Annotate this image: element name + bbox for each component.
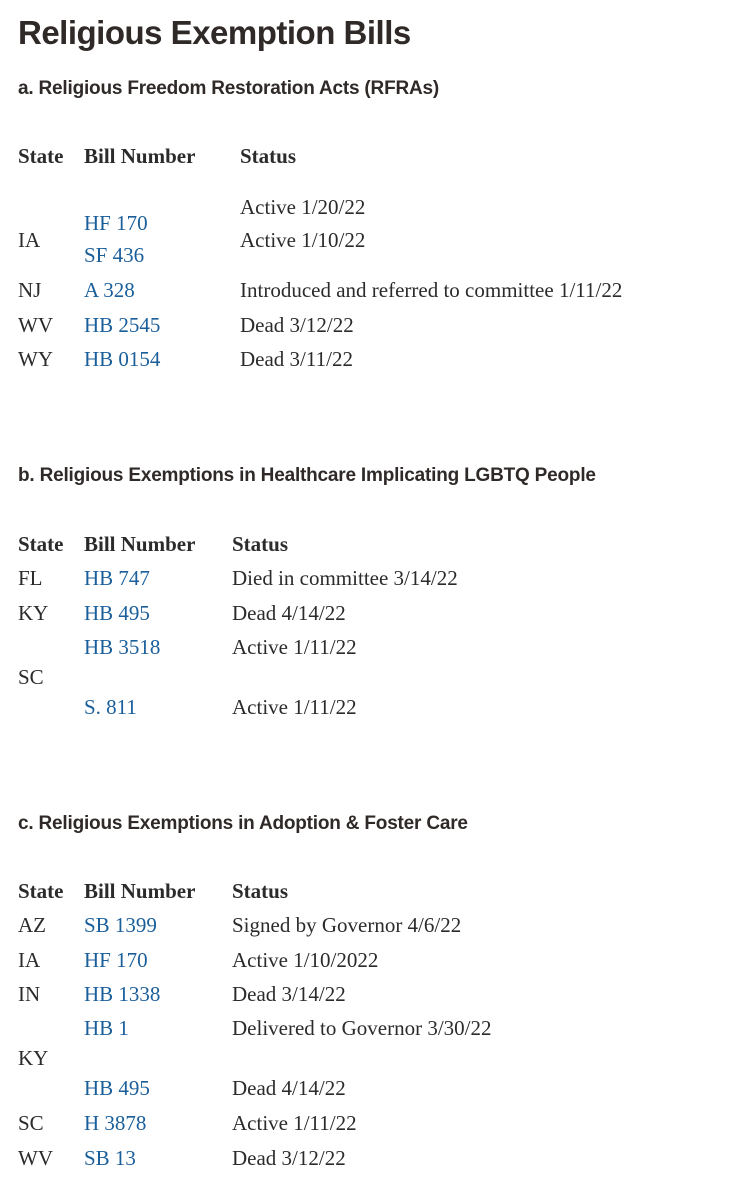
section-b-col-bill: Bill Number (84, 532, 196, 556)
state-cell: SC (18, 665, 44, 689)
status-text: Introduced and referred to committee 1/11/22 (240, 278, 623, 302)
status-text: Dead 3/14/22 (232, 982, 346, 1006)
state-cell: IA (18, 228, 41, 252)
section-a-col-status: Status (240, 144, 297, 168)
bill-link[interactable]: SB 13 (84, 1146, 136, 1170)
status-text: Signed by Governor 4/6/22 (232, 913, 462, 937)
state-cell: KY (18, 601, 49, 625)
status-text: Dead 3/12/22 (232, 1146, 346, 1170)
bill-link[interactable]: H 3878 (84, 1111, 147, 1135)
bill-link[interactable]: HB 1 (84, 1016, 129, 1040)
bill-link[interactable]: HB 2545 (84, 313, 161, 337)
status-text: Dead 3/11/22 (240, 347, 353, 371)
state-cell: IA (18, 948, 41, 972)
status-text: Active 1/11/22 (232, 635, 357, 659)
section-b-col-status: Status (232, 532, 289, 556)
status-text: Dead 4/14/22 (232, 1076, 346, 1100)
status-text: Dead 4/14/22 (232, 601, 346, 625)
section-c-col-state: State (18, 879, 64, 903)
bill-link[interactable]: A 328 (84, 278, 135, 302)
state-cell: KY (18, 1046, 49, 1070)
status-text: Active 1/11/22 (232, 695, 357, 719)
status-text: Delivered to Governor 3/30/22 (232, 1016, 492, 1040)
state-cell: WV (18, 1146, 53, 1170)
bill-link[interactable]: HF 170 (84, 211, 148, 235)
bill-link[interactable]: HB 0154 (84, 347, 161, 371)
bill-link[interactable]: S. 811 (84, 695, 137, 719)
state-cell: WY (18, 347, 53, 371)
status-text: Active 1/11/22 (232, 1111, 357, 1135)
section-a-col-state: State (18, 144, 64, 168)
state-cell: IN (18, 982, 41, 1006)
bill-link[interactable]: HB 495 (84, 601, 150, 625)
bill-link[interactable]: SB 1399 (84, 913, 157, 937)
status-text: Active 1/10/22 (240, 228, 366, 252)
status-text: Active 1/10/2022 (232, 948, 379, 972)
section-b-col-state: State (18, 532, 64, 556)
section-a-heading: a. Religious Freedom Restoration Acts (RFRAs) (18, 78, 440, 99)
section-b-heading: b. Religious Exemptions in Healthcare Implicating LGBTQ People (18, 465, 596, 486)
section-a-col-bill: Bill Number (84, 144, 196, 168)
state-cell: AZ (18, 913, 46, 937)
bill-link[interactable]: HB 747 (84, 566, 150, 590)
bill-link[interactable]: HB 1338 (84, 982, 161, 1006)
section-c-col-bill: Bill Number (84, 879, 196, 903)
state-cell: WV (18, 313, 53, 337)
section-c-col-status: Status (232, 879, 289, 903)
bill-link[interactable]: HB 495 (84, 1076, 150, 1100)
bill-link[interactable]: SF 436 (84, 243, 145, 267)
state-cell: SC (18, 1111, 44, 1135)
bill-link[interactable]: HF 170 (84, 948, 148, 972)
state-cell: FL (18, 566, 43, 590)
section-c-heading: c. Religious Exemptions in Adoption & Foster Care (18, 813, 468, 834)
status-text: Died in committee 3/14/22 (232, 566, 458, 590)
status-text: Dead 3/12/22 (240, 313, 354, 337)
status-text: Active 1/20/22 (240, 195, 366, 219)
state-cell: NJ (18, 278, 42, 302)
bill-link[interactable]: HB 3518 (84, 635, 161, 659)
page-title: Religious Exemption Bills (18, 14, 411, 51)
